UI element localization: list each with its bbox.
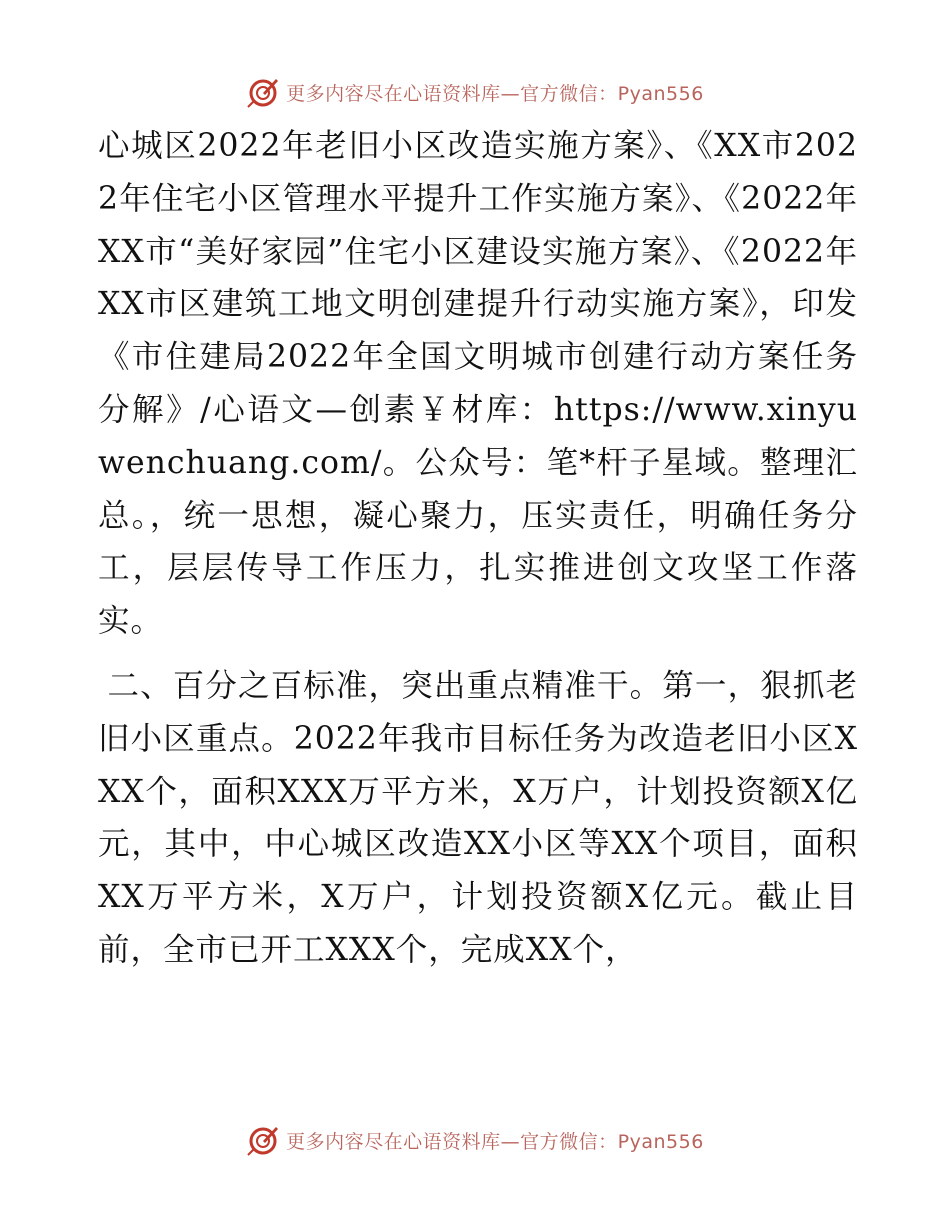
header-banner — [0, 72, 950, 112]
paragraph-1: 心城区2022年老旧小区改造实施方案》、《XX市2022年住宅小区管理水平提升工作实施方案》、《2022年XX市“美好家园”住宅小区建设实施方案》、《2022年XX市区建筑工地文明创建提升行动实施方案》，印发《市住建局2022年全国文明城市创建行动方案任务分解》/心语文—创素￥材库：https://www.xinyuwenchuang.com/。公众号：笔*杆子星域。整理汇总。，统一思想，凝心聚力，压实责任，明确任务分工，层层传导工作压力，扎实推进创文攻坚工作落实。 — [98, 128, 858, 640]
pen-circle-logo-icon — [246, 1123, 280, 1157]
footer-banner — [0, 1120, 950, 1160]
footer-banner-text: 更多内容尽在心语资料库—官方微信：Pyan556 — [286, 1130, 704, 1153]
document-body — [98, 120, 858, 977]
paragraph-2: 二、百分之百标准，突出重点精准干。第一，狠抓老旧小区重点。2022年我市目标任务为改造老旧小区XXX个，面积XXX万平方米，X万户，计划投资额X亿元，其中，中心城区改造XX小区等XX个项目，面积XX万平方米，X万户，计划投资额X亿元。截止目前，全市已开工XXX个，完成XX个， — [98, 667, 858, 968]
header-banner-text: 更多内容尽在心语资料库—官方微信：Pyan556 — [286, 82, 704, 105]
pen-circle-logo-icon — [246, 75, 280, 109]
